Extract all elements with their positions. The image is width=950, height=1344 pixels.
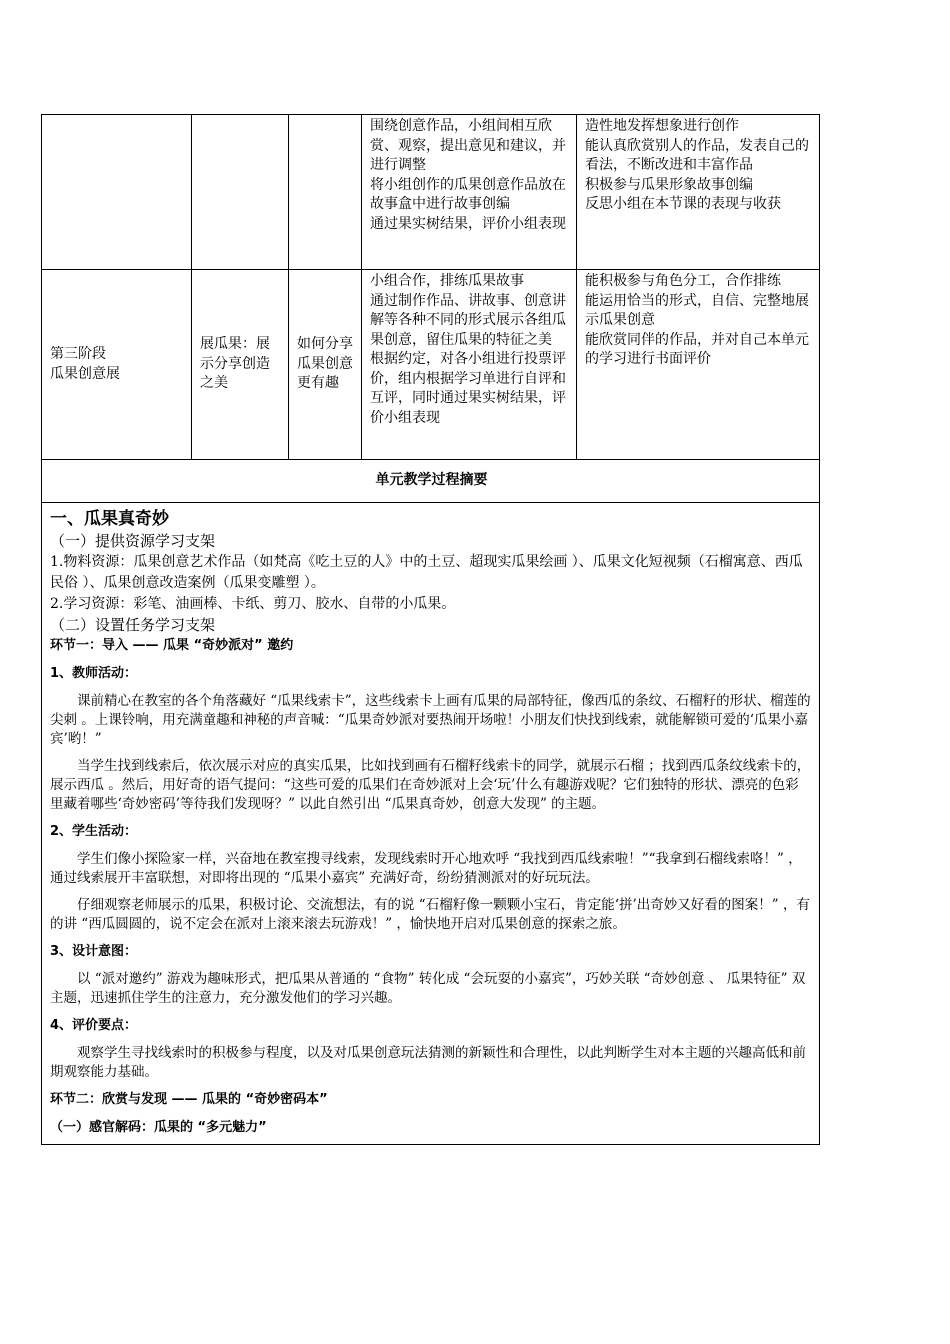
stage-name: 瓜果创意展 bbox=[50, 365, 120, 382]
item-heading: 1、教师活动： bbox=[50, 666, 138, 681]
stage-label: 第三阶段 bbox=[50, 346, 106, 362]
goals-cell bbox=[577, 115, 820, 270]
activity-line: 根据约定，对各小组进行投票评价，组内根据学习单进行自评和互评，同时通过果实树结果，评价小组表现 bbox=[370, 351, 566, 426]
goal-line: 能认真欣赏别人的作品，发表自己的看法，不断改进和丰富作品 bbox=[585, 137, 809, 173]
unit-plan-table bbox=[41, 114, 820, 1145]
question-cell bbox=[289, 115, 362, 270]
stage-cell bbox=[42, 115, 192, 270]
activity-line: 围绕创意作品，小组间相互欣赏、观察，提出意见和建议，并进行调整 bbox=[370, 118, 566, 173]
summary-content bbox=[42, 503, 820, 1145]
body-paragraph: 学生们像小探险家一样，兴奋地在教室搜寻线索，发现线索时开心地欢呼 “我找到西瓜线索啦！”“我拿到石榴线索咯！” ，通过线索展开丰富联想，对即将出现的 “瓜果小嘉宾” 充满好奇，纷纷猜测派对的好玩玩法。 bbox=[50, 851, 802, 886]
subsection-heading: （二）设置任务学习支架 bbox=[50, 616, 216, 634]
document-page bbox=[41, 114, 819, 1145]
activities-cell bbox=[362, 270, 577, 460]
summary-title: 单元教学过程摘要 bbox=[42, 460, 820, 503]
table-row bbox=[42, 270, 820, 460]
question-cell: 如何分享瓜果创意更有趣 bbox=[289, 270, 362, 460]
subsection-heading: （一）提供资源学习支架 bbox=[50, 532, 216, 550]
item-heading: 4、评价要点： bbox=[50, 1018, 138, 1033]
table-row bbox=[42, 115, 820, 270]
body-paragraph: 当学生找到线索后，依次展示对应的真实瓜果，比如找到画有石榴籽线索卡的同学，就展示石榴 ；找到西瓜条纹线索卡的，展示西瓜 。然后，用好奇的语气提问：“这些可爱的瓜果们在奇妙派对上会‘玩’什么有趣游戏呢？它们独特的形状、漂亮的色彩里藏着哪些‘奇妙密码’等待我们发现呀？” 以此自然引出 “瓜果真奇妙，创意大发现” 的主题。 bbox=[50, 758, 811, 812]
section-heading: 一、瓜果真奇妙 bbox=[50, 509, 169, 529]
body-paragraph: 观察学生寻找线索时的积极参与程度，以及对瓜果创意玩法猜测的新颖性和合理性，以此判断学生对本主题的兴趣高低和前期观察能力基础。 bbox=[50, 1045, 806, 1080]
task-cell bbox=[192, 115, 289, 270]
link-heading: 环节一：导入 —— 瓜果 “奇妙派对” 邀约 bbox=[50, 638, 294, 653]
task-cell: 展瓜果：展示分享创造之美 bbox=[192, 270, 289, 460]
goals-cell bbox=[577, 270, 820, 460]
goal-line: 造性地发挥想象进行创作 bbox=[585, 118, 739, 134]
resource-paragraph: 1.物料资源：瓜果创意艺术作品（如梵高《吃土豆的人》中的土豆、超现实瓜果绘画 ）、瓜果文化短视频（石榴寓意、西瓜民俗 ）、瓜果创意改造案例（瓜果变雕塑 ）。 bbox=[50, 554, 803, 591]
activity-line: 将小组创作的瓜果创意作品放在故事盒中进行故事创编 bbox=[370, 176, 566, 212]
body-paragraph: 以 “派对邀约” 游戏为趣味形式，把瓜果从普通的 “食物” 转化成 “会玩耍的小嘉宾”，巧妙关联 “奇妙创意 、 瓜果特征” 双主题，迅速抓住学生的注意力，充分激发他们的学习兴趣。 bbox=[50, 971, 806, 1006]
body-paragraph: 仔细观察老师展示的瓜果，积极讨论、交流想法，有的说 “石榴籽像一颗颗小宝石，肯定能‘拼’出奇妙又好看的图案！” ，有的讲 “西瓜圆圆的，说不定会在派对上滚来滚去玩游戏！” ，愉快地开启对瓜果创意的探索之旅。 bbox=[50, 897, 810, 932]
table-row bbox=[42, 503, 820, 1145]
item-heading: 3、设计意图： bbox=[50, 944, 138, 959]
link-heading: 环节二：欣赏与发现 —— 瓜果的 “奇妙密码本” bbox=[50, 1092, 328, 1107]
table-row bbox=[42, 460, 820, 503]
goal-line: 能运用恰当的形式，自信、完整地展示瓜果创意 bbox=[585, 292, 809, 328]
activities-cell bbox=[362, 115, 577, 270]
stage-cell bbox=[42, 270, 192, 460]
activity-line: 通过果实树结果，评价小组表现 bbox=[370, 215, 566, 232]
goal-line: 能积极参与角色分工，合作排练 bbox=[585, 273, 781, 289]
goal-line: 能欣赏同伴的作品，并对自己本单元的学习进行书面评价 bbox=[585, 331, 809, 367]
subsection-heading: （一）感官解码：瓜果的 “多元魅力” bbox=[50, 1120, 267, 1135]
activity-line: 小组合作，排练瓜果故事 bbox=[370, 273, 524, 289]
goal-line: 反思小组在本节课的表现与收获 bbox=[585, 196, 781, 212]
activity-line: 通过制作作品、讲故事、创意讲解等各种不同的形式展示各组瓜果创意，留住瓜果的特征之美 bbox=[370, 292, 566, 348]
goal-line: 积极参与瓜果形象故事创编 bbox=[585, 176, 753, 193]
resource-paragraph: 2.学习资源：彩笔、油画棒、卡纸、剪刀、胶水、自带的小瓜果。 bbox=[50, 596, 456, 612]
item-heading: 2、学生活动： bbox=[50, 824, 138, 839]
body-paragraph: 课前精心在教室的各个角落藏好 “瓜果线索卡”，这些线索卡上画有瓜果的局部特征，像西瓜的条纹、石榴籽的形状、榴莲的尖刺 。上课铃响，用充满童趣和神秘的声音喊：“瓜果奇妙派对要热闹开场啦！小朋友们快找到线索，就能解锁可爱的‘瓜果小嘉宾’哟！” bbox=[50, 693, 811, 747]
